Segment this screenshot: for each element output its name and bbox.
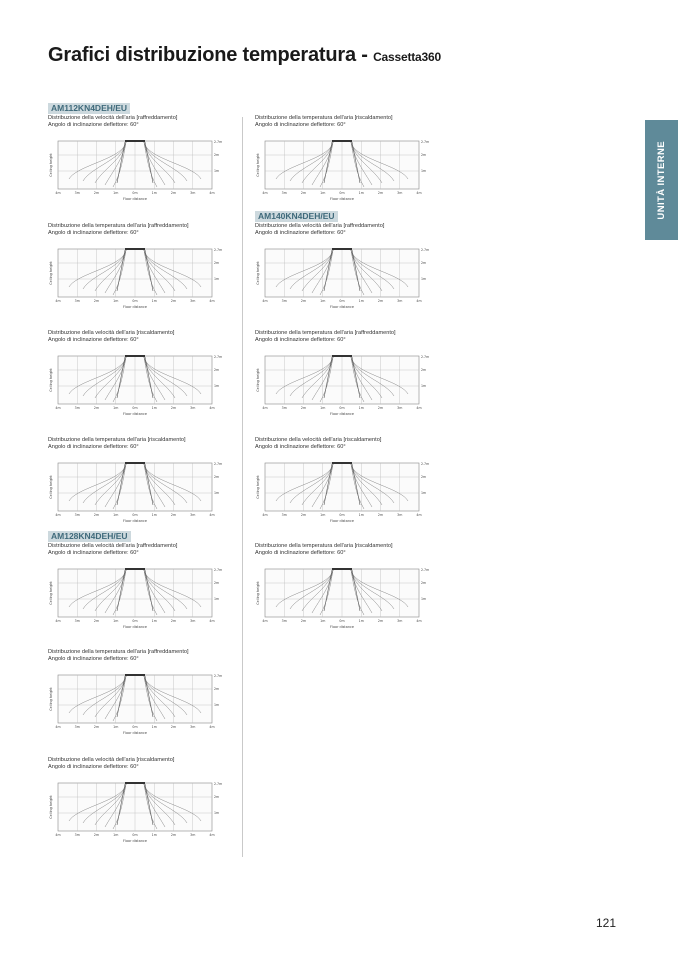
y-tick-label: 2.7m xyxy=(214,140,223,144)
indoor-unit-marker xyxy=(125,248,145,250)
x-tick-label: 2m xyxy=(170,619,177,623)
model-label: AM128KN4DEH/EU xyxy=(48,531,131,542)
x-tick-label: 1m xyxy=(113,406,119,410)
x-tick-label: 4m xyxy=(262,191,268,195)
x-axis-title: Floor distance xyxy=(123,519,147,523)
x-tick-label: 1m xyxy=(358,299,364,303)
x-axis-title: Floor distance xyxy=(330,412,354,416)
chart-caption-angle: Angolo di inclinazione deflettore: 60° xyxy=(48,230,139,236)
y-tick-label: 2m xyxy=(421,475,427,479)
indoor-unit-marker xyxy=(125,782,145,784)
indoor-unit-marker xyxy=(125,568,145,570)
chart-caption xyxy=(255,223,384,237)
section-side-tab-label: UNITÀ INTERNE xyxy=(656,140,667,220)
x-tick-label: 2m xyxy=(377,619,384,623)
x-tick-label: 4m xyxy=(416,406,422,410)
x-tick-label: 0m xyxy=(132,513,138,517)
y-tick-label: 2m xyxy=(214,153,220,157)
x-tick-label: 4m xyxy=(209,513,215,517)
x-tick-label: 0m xyxy=(339,191,345,195)
x-tick-label: 1m xyxy=(113,513,119,517)
y-tick-label: 2m xyxy=(421,261,427,265)
x-tick-label: 3m xyxy=(281,619,287,623)
x-tick-label: 4m xyxy=(209,619,215,623)
x-tick-label: 2m xyxy=(170,833,177,837)
x-tick-label: 2m xyxy=(300,191,307,195)
y-axis-title: Ceiling height xyxy=(49,475,53,499)
distribution-plot xyxy=(253,137,433,203)
chart-caption-angle: Angolo di inclinazione deflettore: 60° xyxy=(48,550,139,556)
x-tick-label: 2m xyxy=(170,191,177,195)
x-axis-title: Floor distance xyxy=(330,197,354,201)
chart-caption xyxy=(48,330,174,344)
x-tick-label: 4m xyxy=(262,619,268,623)
y-tick-label: 2.7m xyxy=(421,568,430,572)
x-tick-label: 4m xyxy=(55,299,61,303)
x-tick-label: 4m xyxy=(55,833,61,837)
chart-caption-title: Distribuzione della velocità dell'aria [riscaldamento] xyxy=(255,437,382,443)
distribution-plot xyxy=(253,459,433,525)
x-tick-label: 0m xyxy=(339,513,345,517)
indoor-unit-marker xyxy=(125,355,145,357)
x-tick-label: 4m xyxy=(209,406,215,410)
x-tick-label: 2m xyxy=(170,513,177,517)
x-tick-label: 4m xyxy=(209,833,215,837)
x-tick-label: 1m xyxy=(151,406,157,410)
indoor-unit-marker xyxy=(332,140,352,142)
distribution-plot xyxy=(253,245,433,311)
y-axis-title: Ceiling height xyxy=(256,581,260,605)
chart-caption-angle: Angolo di inclinazione deflettore: 60° xyxy=(48,122,139,128)
x-tick-label: 2m xyxy=(170,406,177,410)
x-tick-label: 3m xyxy=(190,299,196,303)
x-tick-label: 2m xyxy=(377,299,384,303)
x-tick-label: 4m xyxy=(209,191,215,195)
x-tick-label: 3m xyxy=(74,406,80,410)
chart-caption xyxy=(48,223,189,237)
x-tick-label: 2m xyxy=(377,513,384,517)
distribution-plot xyxy=(46,352,226,418)
section-side-tab[interactable] xyxy=(645,120,678,240)
y-tick-label: 1m xyxy=(214,384,220,388)
indoor-unit-marker xyxy=(125,462,145,464)
x-tick-label: 3m xyxy=(281,299,287,303)
x-tick-label: 2m xyxy=(300,299,307,303)
y-tick-label: 1m xyxy=(421,384,427,388)
x-tick-label: 1m xyxy=(320,406,326,410)
model-label: AM140KN4DEH/EU xyxy=(255,211,338,222)
x-tick-label: 1m xyxy=(358,191,364,195)
page-title-sub: Cassetta360 xyxy=(373,50,441,64)
x-tick-label: 1m xyxy=(358,513,364,517)
x-tick-label: 3m xyxy=(74,619,80,623)
x-tick-label: 4m xyxy=(55,513,61,517)
y-tick-label: 1m xyxy=(214,703,220,707)
chart-caption-title: Distribuzione della velocità dell'aria [riscaldamento] xyxy=(48,330,175,336)
y-axis-title: Ceiling height xyxy=(256,261,260,285)
x-tick-label: 1m xyxy=(151,725,157,729)
y-tick-label: 1m xyxy=(214,169,220,173)
x-tick-label: 0m xyxy=(132,191,138,195)
x-tick-label: 1m xyxy=(151,833,157,837)
y-axis-title: Ceiling height xyxy=(256,475,260,499)
chart-caption xyxy=(255,330,396,344)
x-axis-title: Floor distance xyxy=(123,839,147,843)
x-tick-label: 1m xyxy=(151,619,157,623)
page-number: 121 xyxy=(596,916,617,930)
chart-caption-angle: Angolo di inclinazione deflettore: 60° xyxy=(48,444,139,450)
distribution-plot xyxy=(46,459,226,525)
x-axis-title: Floor distance xyxy=(123,625,147,629)
x-tick-label: 3m xyxy=(190,833,196,837)
chart-caption-title: Distribuzione della temperatura dell'aria [raffreddamento] xyxy=(48,649,189,655)
chart-caption-title: Distribuzione della temperatura dell'aria [riscaldamento] xyxy=(255,115,393,121)
chart-caption-angle: Angolo di inclinazione deflettore: 60° xyxy=(255,444,346,450)
y-axis-title: Ceiling height xyxy=(49,795,53,819)
x-tick-label: 1m xyxy=(113,191,119,195)
x-tick-label: 0m xyxy=(132,833,138,837)
x-tick-label: 4m xyxy=(209,299,215,303)
chart-caption-angle: Angolo di inclinazione deflettore: 60° xyxy=(255,337,346,343)
y-tick-label: 2m xyxy=(421,581,427,585)
x-tick-label: 3m xyxy=(397,513,403,517)
x-tick-label: 0m xyxy=(339,406,345,410)
chart-caption-angle: Angolo di inclinazione deflettore: 60° xyxy=(255,230,346,236)
x-tick-label: 3m xyxy=(190,619,196,623)
x-tick-label: 2m xyxy=(377,406,384,410)
x-tick-label: 1m xyxy=(113,833,119,837)
distribution-plot xyxy=(46,137,226,203)
distribution-plot xyxy=(253,565,433,631)
distribution-plot xyxy=(46,565,226,631)
y-tick-label: 1m xyxy=(214,597,220,601)
y-tick-label: 2m xyxy=(214,368,220,372)
y-tick-label: 2.7m xyxy=(214,568,223,572)
x-tick-label: 1m xyxy=(151,299,157,303)
chart-caption xyxy=(255,437,381,451)
x-tick-label: 4m xyxy=(262,406,268,410)
y-tick-label: 2.7m xyxy=(421,355,430,359)
chart-caption xyxy=(48,437,186,451)
x-tick-label: 0m xyxy=(339,619,345,623)
x-tick-label: 3m xyxy=(281,406,287,410)
y-tick-label: 1m xyxy=(214,811,220,815)
indoor-unit-marker xyxy=(332,568,352,570)
y-tick-label: 2m xyxy=(214,261,220,265)
y-tick-label: 1m xyxy=(214,277,220,281)
x-tick-label: 1m xyxy=(151,513,157,517)
x-tick-label: 1m xyxy=(358,406,364,410)
y-tick-label: 1m xyxy=(421,597,427,601)
x-tick-label: 0m xyxy=(132,725,138,729)
distribution-plot xyxy=(46,671,226,737)
x-tick-label: 2m xyxy=(300,406,307,410)
x-tick-label: 4m xyxy=(262,299,268,303)
y-axis-title: Ceiling height xyxy=(49,687,53,711)
chart-caption-angle: Angolo di inclinazione deflettore: 60° xyxy=(48,337,139,343)
x-tick-label: 3m xyxy=(190,406,196,410)
x-tick-label: 1m xyxy=(320,513,326,517)
y-axis-title: Ceiling height xyxy=(49,261,53,285)
indoor-unit-marker xyxy=(332,355,352,357)
x-tick-label: 1m xyxy=(113,725,119,729)
x-tick-label: 4m xyxy=(209,725,215,729)
page-title-main: Grafici distribuzione temperatura - xyxy=(48,44,368,66)
x-tick-label: 1m xyxy=(358,619,364,623)
y-tick-label: 2.7m xyxy=(214,462,223,466)
distribution-plot xyxy=(253,352,433,418)
x-tick-label: 4m xyxy=(416,513,422,517)
chart-caption-title: Distribuzione della temperatura dell'aria [raffreddamento] xyxy=(48,223,189,229)
x-tick-label: 4m xyxy=(55,619,61,623)
y-tick-label: 2.7m xyxy=(214,355,223,359)
x-tick-label: 2m xyxy=(93,406,100,410)
chart-caption-title: Distribuzione della temperatura dell'aria [raffreddamento] xyxy=(255,330,396,336)
chart-caption-title: Distribuzione della velocità dell'aria [raffreddamento] xyxy=(48,115,178,121)
page-title xyxy=(48,44,441,67)
column-divider xyxy=(242,117,243,857)
y-axis-title: Ceiling height xyxy=(256,368,260,392)
distribution-plot xyxy=(46,779,226,845)
chart-caption-angle: Angolo di inclinazione deflettore: 60° xyxy=(48,656,139,662)
chart-caption xyxy=(255,115,393,129)
x-tick-label: 3m xyxy=(74,833,80,837)
y-tick-label: 2m xyxy=(214,687,220,691)
chart-caption-title: Distribuzione della temperatura dell'aria [riscaldamento] xyxy=(255,543,393,549)
x-tick-label: 3m xyxy=(397,191,403,195)
x-tick-label: 3m xyxy=(190,191,196,195)
chart-caption xyxy=(48,543,177,557)
x-tick-label: 4m xyxy=(55,191,61,195)
x-tick-label: 3m xyxy=(397,406,403,410)
x-tick-label: 3m xyxy=(74,299,80,303)
x-tick-label: 1m xyxy=(320,299,326,303)
x-tick-label: 1m xyxy=(113,299,119,303)
x-tick-label: 1m xyxy=(320,619,326,623)
y-tick-label: 2.7m xyxy=(214,248,223,252)
x-tick-label: 1m xyxy=(320,191,326,195)
x-tick-label: 3m xyxy=(190,513,196,517)
y-axis-title: Ceiling height xyxy=(256,153,260,177)
chart-caption-angle: Angolo di inclinazione deflettore: 60° xyxy=(255,122,346,128)
indoor-unit-marker xyxy=(125,674,145,676)
y-axis-title: Ceiling height xyxy=(49,153,53,177)
x-tick-label: 2m xyxy=(93,299,100,303)
y-tick-label: 2.7m xyxy=(214,674,223,678)
y-tick-label: 2.7m xyxy=(214,782,223,786)
x-tick-label: 3m xyxy=(74,725,80,729)
x-axis-title: Floor distance xyxy=(123,197,147,201)
indoor-unit-marker xyxy=(332,248,352,250)
chart-caption-angle: Angolo di inclinazione deflettore: 60° xyxy=(255,550,346,556)
chart-caption-title: Distribuzione della velocità dell'aria [riscaldamento] xyxy=(48,757,175,763)
x-tick-label: 0m xyxy=(339,299,345,303)
x-tick-label: 3m xyxy=(190,725,196,729)
x-tick-label: 2m xyxy=(93,725,100,729)
y-tick-label: 2.7m xyxy=(421,248,430,252)
y-tick-label: 1m xyxy=(421,491,427,495)
y-tick-label: 2m xyxy=(421,153,427,157)
x-tick-label: 2m xyxy=(93,513,100,517)
y-tick-label: 2.7m xyxy=(421,462,430,466)
x-tick-label: 4m xyxy=(262,513,268,517)
y-tick-label: 2m xyxy=(214,795,220,799)
chart-caption-title: Distribuzione della velocità dell'aria [raffreddamento] xyxy=(255,223,385,229)
x-tick-label: 3m xyxy=(281,191,287,195)
distribution-plot xyxy=(46,245,226,311)
x-axis-title: Floor distance xyxy=(123,412,147,416)
x-tick-label: 0m xyxy=(132,406,138,410)
y-tick-label: 2.7m xyxy=(421,140,430,144)
chart-caption xyxy=(255,543,393,557)
x-tick-label: 2m xyxy=(93,619,100,623)
x-tick-label: 4m xyxy=(416,191,422,195)
y-tick-label: 1m xyxy=(214,491,220,495)
y-tick-label: 2m xyxy=(421,368,427,372)
y-axis-title: Ceiling height xyxy=(49,581,53,605)
x-tick-label: 2m xyxy=(377,191,384,195)
x-axis-title: Floor distance xyxy=(123,305,147,309)
x-tick-label: 0m xyxy=(132,619,138,623)
x-tick-label: 3m xyxy=(397,619,403,623)
x-tick-label: 3m xyxy=(74,191,80,195)
x-tick-label: 3m xyxy=(281,513,287,517)
x-axis-title: Floor distance xyxy=(330,625,354,629)
x-axis-title: Floor distance xyxy=(330,519,354,523)
indoor-unit-marker xyxy=(125,140,145,142)
chart-caption xyxy=(48,649,189,663)
x-tick-label: 3m xyxy=(74,513,80,517)
x-tick-label: 2m xyxy=(300,619,307,623)
indoor-unit-marker xyxy=(332,462,352,464)
x-tick-label: 2m xyxy=(170,725,177,729)
x-tick-label: 1m xyxy=(113,619,119,623)
x-tick-label: 1m xyxy=(151,191,157,195)
x-tick-label: 2m xyxy=(300,513,307,517)
x-axis-title: Floor distance xyxy=(330,305,354,309)
x-tick-label: 3m xyxy=(397,299,403,303)
chart-caption-title: Distribuzione della temperatura dell'aria [riscaldamento] xyxy=(48,437,186,443)
y-tick-label: 2m xyxy=(214,475,220,479)
chart-caption xyxy=(48,115,177,129)
x-tick-label: 2m xyxy=(93,833,100,837)
x-tick-label: 2m xyxy=(93,191,100,195)
x-tick-label: 4m xyxy=(416,619,422,623)
x-tick-label: 4m xyxy=(55,725,61,729)
model-label: AM112KN4DEH/EU xyxy=(48,103,130,114)
y-axis-title: Ceiling height xyxy=(49,368,53,392)
y-tick-label: 2m xyxy=(214,581,220,585)
x-tick-label: 0m xyxy=(132,299,138,303)
x-axis-title: Floor distance xyxy=(123,731,147,735)
chart-caption-title: Distribuzione della velocità dell'aria [raffreddamento] xyxy=(48,543,178,549)
x-tick-label: 4m xyxy=(416,299,422,303)
x-tick-label: 4m xyxy=(55,406,61,410)
y-tick-label: 1m xyxy=(421,169,427,173)
x-tick-label: 2m xyxy=(170,299,177,303)
y-tick-label: 1m xyxy=(421,277,427,281)
chart-caption xyxy=(48,757,174,771)
chart-caption-angle: Angolo di inclinazione deflettore: 60° xyxy=(48,764,139,770)
